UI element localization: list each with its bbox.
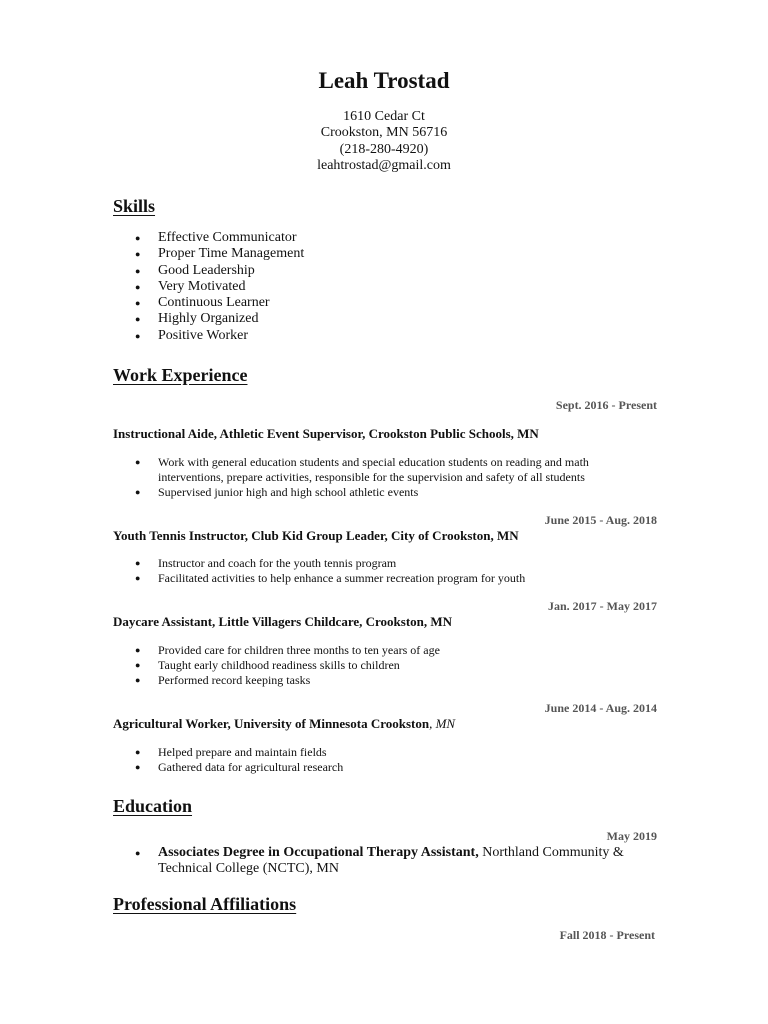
school-name: Northland Community & Technical College (NCTC), MN (158, 845, 624, 876)
education-dates: May 2019 (606, 829, 657, 843)
education-list (113, 845, 633, 877)
education-heading: Education (113, 796, 193, 816)
skill-item: ● Very Motivated (113, 279, 304, 295)
resume-name: Leah Trostad (318, 68, 450, 93)
job-bullet: ● Instructor and coach for the youth tennis program (113, 556, 633, 571)
skill-item: ● Effective Communicator (113, 230, 304, 246)
job-bullets (113, 556, 633, 586)
affiliation-dates: Fall 2018 - Present (559, 928, 655, 942)
job-title (113, 716, 455, 732)
job-dates: June 2014 - Aug. 2014 (544, 701, 657, 715)
job-bullets (113, 745, 633, 775)
job-title-text: Agricultural Worker, University of Minnesota Crookston (113, 716, 430, 731)
skill-item: ● Continuous Learner (113, 295, 304, 311)
job-dates: Jan. 2017 - May 2017 (548, 599, 657, 613)
job-title-suffix: , MN (429, 716, 456, 731)
job-dates: June 2015 - Aug. 2018 (544, 513, 657, 527)
job-dates: Sept. 2016 - Present (555, 398, 657, 412)
job-bullet: ● Supervised junior high and high school athletic events (113, 485, 633, 500)
work-experience-heading: Work Experience (113, 365, 248, 385)
job-bullets (113, 643, 633, 688)
job-bullet: ● Work with general education students and special education students on reading and math interventions, prepare activities, responsible for the supervision and safety of all students (113, 455, 633, 485)
skill-item: ● Positive Worker (113, 328, 304, 344)
skill-item: ● Good Leadership (113, 263, 304, 279)
job-bullet: ● Helped prepare and maintain fields (113, 745, 633, 760)
job-title: Youth Tennis Instructor, Club Kid Group Leader, City of Crookston, MN (113, 528, 519, 543)
job-bullet: ● Provided care for children three months to ten years of age (113, 643, 633, 658)
job-bullet: ● Gathered data for agricultural research (113, 760, 633, 775)
address-line-1: 1610 Cedar Ct (343, 109, 425, 124)
job-bullets (113, 455, 633, 500)
degree-name: Associates Degree in Occupational Therapy Assistant, (158, 845, 479, 860)
skills-heading: Skills (113, 196, 156, 216)
skill-item: ● Proper Time Management (113, 246, 304, 262)
job-title: Daycare Assistant, Little Villagers Childcare, Crookston, MN (113, 614, 453, 629)
job-bullet: ● Facilitated activities to help enhance a summer recreation program for youth (113, 571, 633, 586)
job-bullet: ● Taught early childhood readiness skills to children (113, 658, 633, 673)
job-title: Instructional Aide, Athletic Event Supervisor, Crookston Public Schools, MN (113, 426, 539, 441)
job-bullet: ● Performed record keeping tasks (113, 673, 633, 688)
skill-item: ● Highly Organized (113, 311, 304, 327)
professional-affiliations-heading: Professional Affiliations (113, 894, 297, 914)
phone-number: (218-280-4920) (339, 142, 429, 157)
skills-list (113, 230, 304, 344)
education-item (113, 845, 633, 877)
address-line-2: Crookston, MN 56716 (320, 125, 448, 140)
email-address: leahtrostad@gmail.com (317, 158, 451, 173)
